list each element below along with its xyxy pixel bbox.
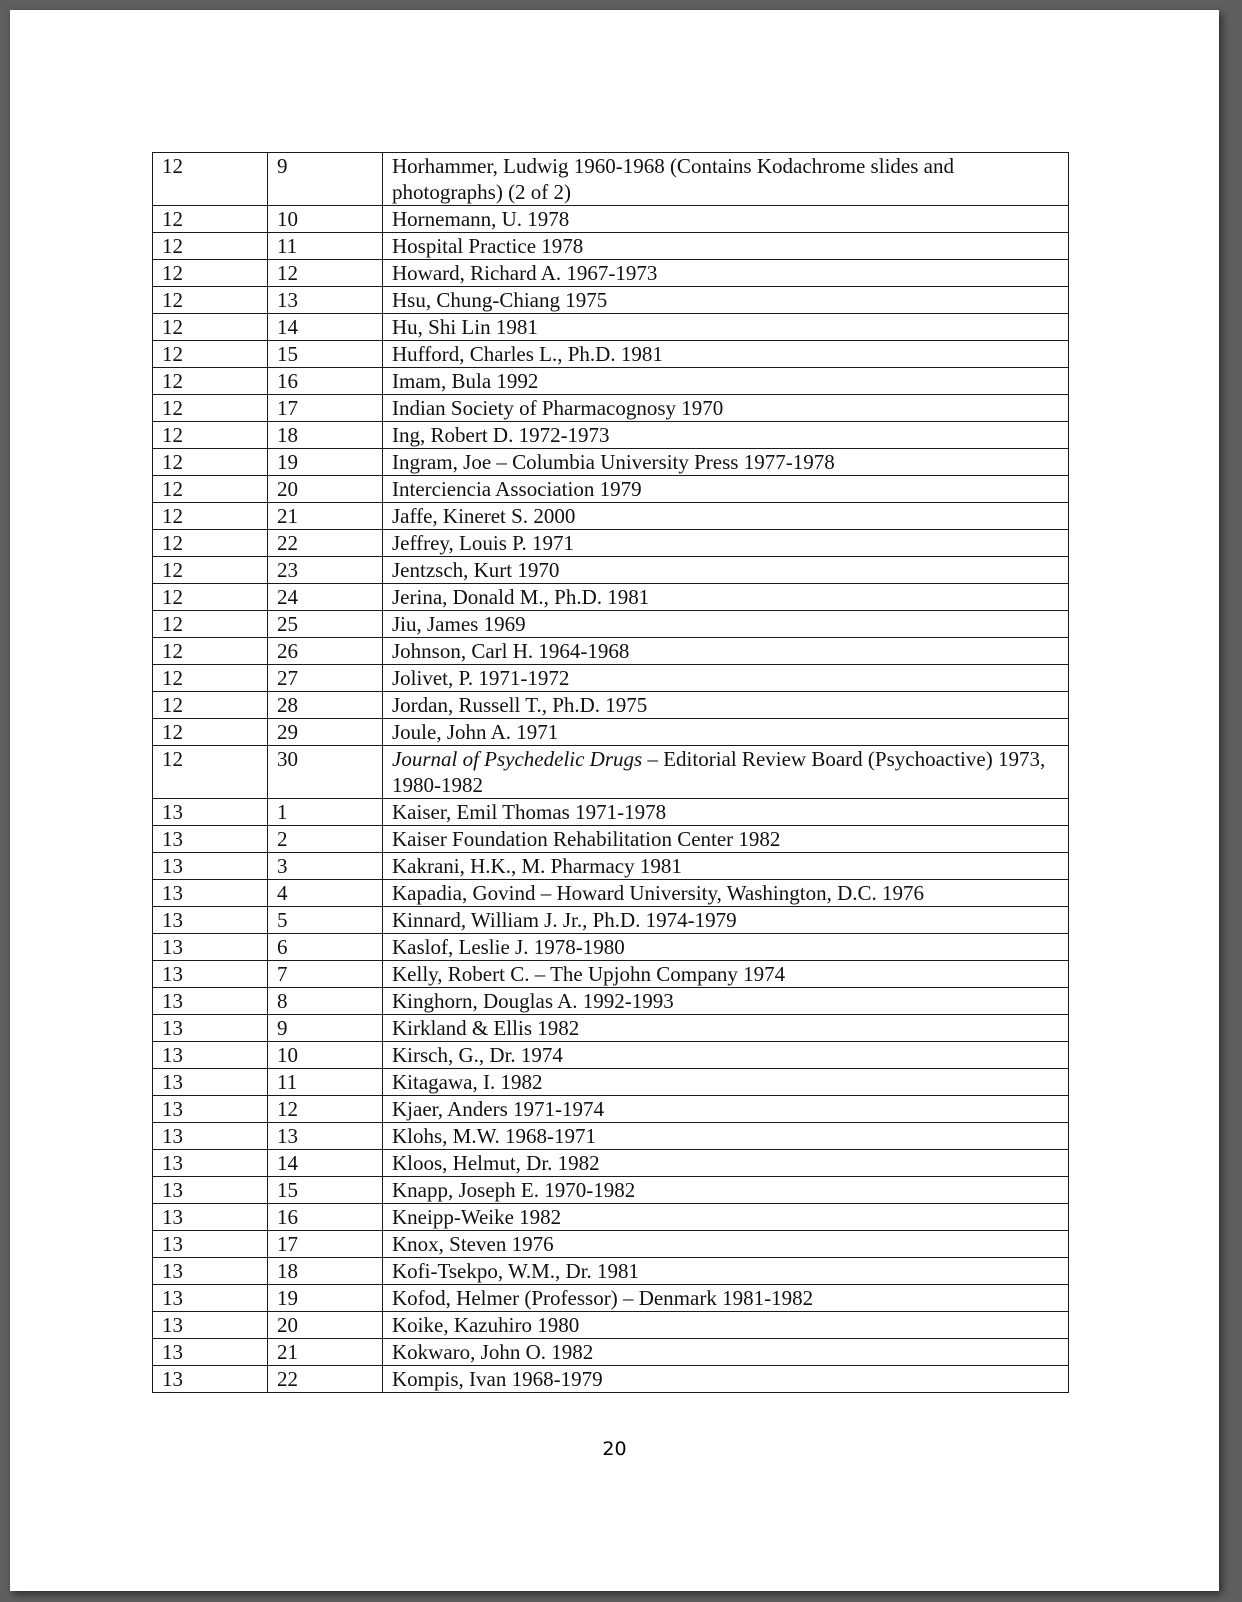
table-row: [153, 1123, 1069, 1150]
folder-number-cell: 17: [268, 395, 383, 422]
folder-title-cell: Hornemann, U. 1978: [383, 206, 1069, 233]
folder-number-cell: 10: [268, 1042, 383, 1069]
box-number-cell: 13: [153, 1285, 268, 1312]
folder-title-cell: Kompis, Ivan 1968-1979: [383, 1366, 1069, 1393]
box-number-cell: 12: [153, 449, 268, 476]
box-number-cell: 13: [153, 907, 268, 934]
table-row: [153, 638, 1069, 665]
folder-number-cell: 12: [268, 1096, 383, 1123]
box-number-cell: 12: [153, 422, 268, 449]
box-number-cell: 12: [153, 287, 268, 314]
folder-number-cell: 4: [268, 880, 383, 907]
folder-number-cell: 17: [268, 1231, 383, 1258]
folder-title-cell: Johnson, Carl H. 1964-1968: [383, 638, 1069, 665]
table-row: [153, 1177, 1069, 1204]
folder-title-cell: Kofod, Helmer (Professor) – Denmark 1981-1982: [383, 1285, 1069, 1312]
box-number-cell: 13: [153, 1204, 268, 1231]
box-number-cell: 13: [153, 826, 268, 853]
table-row: [153, 1258, 1069, 1285]
table-row: [153, 1285, 1069, 1312]
folder-number-cell: 9: [268, 1015, 383, 1042]
folder-number-cell: 3: [268, 853, 383, 880]
folder-title-cell: Jeffrey, Louis P. 1971: [383, 530, 1069, 557]
folder-number-cell: 13: [268, 287, 383, 314]
box-number-cell: 12: [153, 260, 268, 287]
box-number-cell: 12: [153, 584, 268, 611]
table-row: [153, 368, 1069, 395]
table-row: [153, 961, 1069, 988]
table-row: [153, 503, 1069, 530]
box-number-cell: 13: [153, 1366, 268, 1393]
box-number-cell: 13: [153, 1258, 268, 1285]
folder-title-cell: Kapadia, Govind – Howard University, Washington, D.C. 1976: [383, 880, 1069, 907]
folder-number-cell: 30: [268, 746, 383, 799]
folder-title-cell: Kloos, Helmut, Dr. 1982: [383, 1150, 1069, 1177]
table-row: [153, 449, 1069, 476]
box-number-cell: 12: [153, 395, 268, 422]
table-row: [153, 476, 1069, 503]
table-row: [153, 1042, 1069, 1069]
box-number-cell: 12: [153, 665, 268, 692]
folder-number-cell: 21: [268, 1339, 383, 1366]
folder-title-cell: Ingram, Joe – Columbia University Press 1977-1978: [383, 449, 1069, 476]
box-number-cell: 12: [153, 530, 268, 557]
table-row: [153, 799, 1069, 826]
table-row: [153, 692, 1069, 719]
table-row: [153, 314, 1069, 341]
folder-number-cell: 7: [268, 961, 383, 988]
folder-title-cell: Klohs, M.W. 1968-1971: [383, 1123, 1069, 1150]
folder-title-cell: Koike, Kazuhiro 1980: [383, 1312, 1069, 1339]
box-number-cell: 13: [153, 799, 268, 826]
folder-title-cell: Kaslof, Leslie J. 1978-1980: [383, 934, 1069, 961]
folder-number-cell: 16: [268, 368, 383, 395]
folder-number-cell: 9: [268, 153, 383, 206]
folder-number-cell: 18: [268, 422, 383, 449]
table-row: [153, 746, 1069, 799]
table-row: [153, 665, 1069, 692]
folder-title-cell: Joule, John A. 1971: [383, 719, 1069, 746]
table-row: [153, 1015, 1069, 1042]
folder-title-cell: Kelly, Robert C. – The Upjohn Company 1974: [383, 961, 1069, 988]
table-row: [153, 719, 1069, 746]
folder-number-cell: 25: [268, 611, 383, 638]
box-number-cell: 13: [153, 1177, 268, 1204]
folder-number-cell: 11: [268, 233, 383, 260]
table-row: [153, 1339, 1069, 1366]
journal-title: Journal of Psychedelic Drugs: [392, 747, 643, 771]
folder-number-cell: 29: [268, 719, 383, 746]
table-row: [153, 611, 1069, 638]
folder-title-cell: Kneipp-Weike 1982: [383, 1204, 1069, 1231]
folder-title-cell: Interciencia Association 1979: [383, 476, 1069, 503]
folder-title-cell: Kjaer, Anders 1971-1974: [383, 1096, 1069, 1123]
box-number-cell: 12: [153, 746, 268, 799]
table-row: [153, 1312, 1069, 1339]
page-number: 20: [602, 1438, 627, 1460]
folder-number-cell: 19: [268, 449, 383, 476]
folder-title-cell: Hospital Practice 1978: [383, 233, 1069, 260]
folder-title-cell: Kinnard, William J. Jr., Ph.D. 1974-1979: [383, 907, 1069, 934]
folder-title-cell: Indian Society of Pharmacognosy 1970: [383, 395, 1069, 422]
table-row: [153, 260, 1069, 287]
folder-number-cell: 8: [268, 988, 383, 1015]
folder-number-cell: 28: [268, 692, 383, 719]
folder-title-cell: [383, 746, 1069, 799]
folder-number-cell: 10: [268, 206, 383, 233]
folder-title-cell: Imam, Bula 1992: [383, 368, 1069, 395]
folder-title-cell: Knox, Steven 1976: [383, 1231, 1069, 1258]
folder-number-cell: 14: [268, 314, 383, 341]
table-row: [153, 880, 1069, 907]
box-number-cell: 12: [153, 503, 268, 530]
table-row: [153, 557, 1069, 584]
box-number-cell: 12: [153, 557, 268, 584]
folder-number-cell: 26: [268, 638, 383, 665]
folder-title-cell: Ing, Robert D. 1972-1973: [383, 422, 1069, 449]
folder-title-cell: Kirkland & Ellis 1982: [383, 1015, 1069, 1042]
table-row: [153, 1069, 1069, 1096]
box-number-cell: 13: [153, 961, 268, 988]
table-row: [153, 1231, 1069, 1258]
folder-title-cell: Jordan, Russell T., Ph.D. 1975: [383, 692, 1069, 719]
folder-title-cell: Jentzsch, Kurt 1970: [383, 557, 1069, 584]
box-number-cell: 13: [153, 1312, 268, 1339]
table-row: [153, 1204, 1069, 1231]
folder-title-cell: Hufford, Charles L., Ph.D. 1981: [383, 341, 1069, 368]
folder-title-cell: Horhammer, Ludwig 1960-1968 (Contains Kodachrome slides and photographs) (2 of 2): [383, 153, 1069, 206]
folder-number-cell: 6: [268, 934, 383, 961]
box-number-cell: 13: [153, 1096, 268, 1123]
folder-number-cell: 15: [268, 341, 383, 368]
box-number-cell: 12: [153, 206, 268, 233]
folder-title-cell: Kinghorn, Douglas A. 1992-1993: [383, 988, 1069, 1015]
folder-title-cell: Jiu, James 1969: [383, 611, 1069, 638]
table-row: [153, 988, 1069, 1015]
folder-number-cell: 22: [268, 1366, 383, 1393]
folder-title-cell: Kofi-Tsekpo, W.M., Dr. 1981: [383, 1258, 1069, 1285]
box-number-cell: 13: [153, 1150, 268, 1177]
table-row: [153, 907, 1069, 934]
box-number-cell: 12: [153, 611, 268, 638]
box-number-cell: 13: [153, 880, 268, 907]
table-row: [153, 826, 1069, 853]
folder-title-cell: Hu, Shi Lin 1981: [383, 314, 1069, 341]
box-number-cell: 13: [153, 988, 268, 1015]
box-number-cell: 13: [153, 1339, 268, 1366]
table-row: [153, 530, 1069, 557]
folder-number-cell: 18: [268, 1258, 383, 1285]
folder-title-cell: Kaiser, Emil Thomas 1971-1978: [383, 799, 1069, 826]
folder-number-cell: 13: [268, 1123, 383, 1150]
box-number-cell: 12: [153, 692, 268, 719]
folder-number-cell: 1: [268, 799, 383, 826]
box-number-cell: 13: [153, 1069, 268, 1096]
box-number-cell: 13: [153, 934, 268, 961]
folder-number-cell: 22: [268, 530, 383, 557]
box-number-cell: 12: [153, 719, 268, 746]
folder-number-cell: 27: [268, 665, 383, 692]
table-row: [153, 422, 1069, 449]
folder-number-cell: 2: [268, 826, 383, 853]
folder-title-cell: Kokwaro, John O. 1982: [383, 1339, 1069, 1366]
table-row: [153, 934, 1069, 961]
box-number-cell: 13: [153, 1042, 268, 1069]
document-page: [10, 10, 1219, 1591]
folder-number-cell: 5: [268, 907, 383, 934]
folder-number-cell: 15: [268, 1177, 383, 1204]
table-row: [153, 287, 1069, 314]
folder-list-body: [153, 153, 1069, 1393]
box-number-cell: 13: [153, 853, 268, 880]
box-number-cell: 13: [153, 1123, 268, 1150]
table-row: [153, 153, 1069, 206]
table-row: [153, 1096, 1069, 1123]
table-row: [153, 341, 1069, 368]
box-number-cell: 12: [153, 233, 268, 260]
folder-number-cell: 24: [268, 584, 383, 611]
table-row: [153, 1366, 1069, 1393]
table-row: [153, 206, 1069, 233]
box-number-cell: 12: [153, 153, 268, 206]
folder-title-cell: Jerina, Donald M., Ph.D. 1981: [383, 584, 1069, 611]
table-row: [153, 395, 1069, 422]
box-number-cell: 12: [153, 314, 268, 341]
folder-title-cell: Kitagawa, I. 1982: [383, 1069, 1069, 1096]
box-number-cell: 13: [153, 1015, 268, 1042]
box-number-cell: 12: [153, 476, 268, 503]
folder-title-cell: Knapp, Joseph E. 1970-1982: [383, 1177, 1069, 1204]
folder-number-cell: 20: [268, 1312, 383, 1339]
folder-title-cell: Kakrani, H.K., M. Pharmacy 1981: [383, 853, 1069, 880]
folder-title-cell: Howard, Richard A. 1967-1973: [383, 260, 1069, 287]
folder-number-cell: 16: [268, 1204, 383, 1231]
box-number-cell: 12: [153, 341, 268, 368]
folder-title-text: – Editorial Review Board (Psychoactive) 1973, 1980-1982: [392, 747, 1046, 797]
folder-title-cell: Kaiser Foundation Rehabilitation Center 1982: [383, 826, 1069, 853]
folder-number-cell: 19: [268, 1285, 383, 1312]
folder-number-cell: 11: [268, 1069, 383, 1096]
folder-title-cell: Jaffe, Kineret S. 2000: [383, 503, 1069, 530]
box-number-cell: 12: [153, 638, 268, 665]
table-row: [153, 1150, 1069, 1177]
folder-number-cell: 12: [268, 260, 383, 287]
folder-title-cell: Jolivet, P. 1971-1972: [383, 665, 1069, 692]
folder-list-table: [152, 152, 1069, 1393]
table-row: [153, 233, 1069, 260]
folder-number-cell: 20: [268, 476, 383, 503]
table-row: [153, 584, 1069, 611]
folder-title-cell: Kirsch, G., Dr. 1974: [383, 1042, 1069, 1069]
folder-number-cell: 14: [268, 1150, 383, 1177]
folder-title-cell: Hsu, Chung-Chiang 1975: [383, 287, 1069, 314]
folder-number-cell: 23: [268, 557, 383, 584]
box-number-cell: 13: [153, 1231, 268, 1258]
folder-number-cell: 21: [268, 503, 383, 530]
table-row: [153, 853, 1069, 880]
box-number-cell: 12: [153, 368, 268, 395]
